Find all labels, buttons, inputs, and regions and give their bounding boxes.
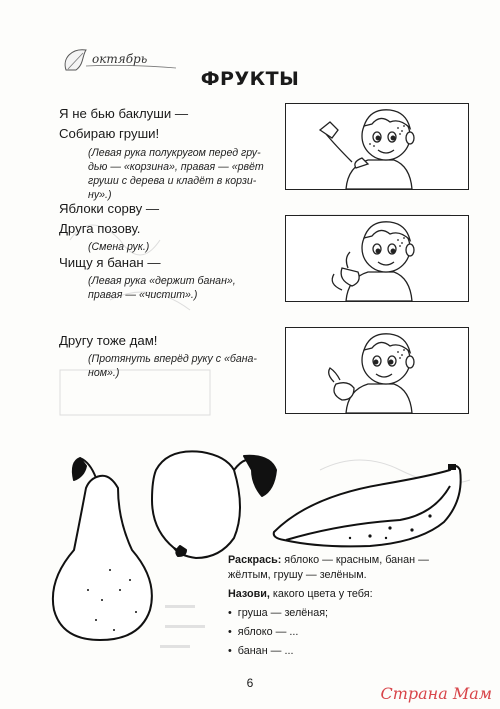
coloring-instruction-cont: жёлтым, грушу — зелёным. <box>228 569 367 581</box>
list-item: • груша — зелёная; <box>228 607 329 619</box>
watermark: Страна Мам <box>380 684 492 703</box>
verse-line: Чищу я банан — <box>59 255 161 270</box>
page-title: ФРУКТЫ <box>200 68 300 90</box>
boy-peeling-banana-illustration <box>286 216 468 301</box>
month-label: октябрь <box>92 52 148 66</box>
instruction-note: (Левая рука полукругом перед гру- дью — «корзина», правая — «рвёт груши с дерева и кладёт в корзи- ну».) <box>88 147 264 201</box>
instruction-note: (Левая рука «держит банан», правая — «чистит».) <box>88 275 236 301</box>
naming-instruction: Назови, какого цвета у тебя: <box>228 588 373 600</box>
list-item: • яблоко — ... <box>228 626 299 638</box>
instruction-note: (Протянуть вперёд руку с «бана- ном».) <box>88 353 257 379</box>
illustration-frame-1 <box>285 103 469 190</box>
verse-line: Яблоки сорву — <box>59 201 160 216</box>
illustration-frame-2 <box>285 215 469 302</box>
illustration-frame-3 <box>285 327 469 414</box>
verse-line: Я не бью баклуши — <box>59 106 189 121</box>
coloring-instruction: Раскрась: яблоко — красным, банан — <box>228 554 429 566</box>
verse-line: Другу тоже дам! <box>59 333 158 348</box>
apple-drawing <box>152 451 240 558</box>
pear-drawing <box>53 476 152 640</box>
instruction-note: (Смена рук.) <box>88 241 150 253</box>
list-item: • банан — ... <box>228 645 294 657</box>
boy-picking-pears-illustration <box>286 104 468 189</box>
page-number: 6 <box>246 676 254 690</box>
verse-line: Собираю груши! <box>59 126 160 141</box>
boy-offering-banana-illustration <box>286 328 468 413</box>
verse-line: Друга позову. <box>59 221 141 236</box>
